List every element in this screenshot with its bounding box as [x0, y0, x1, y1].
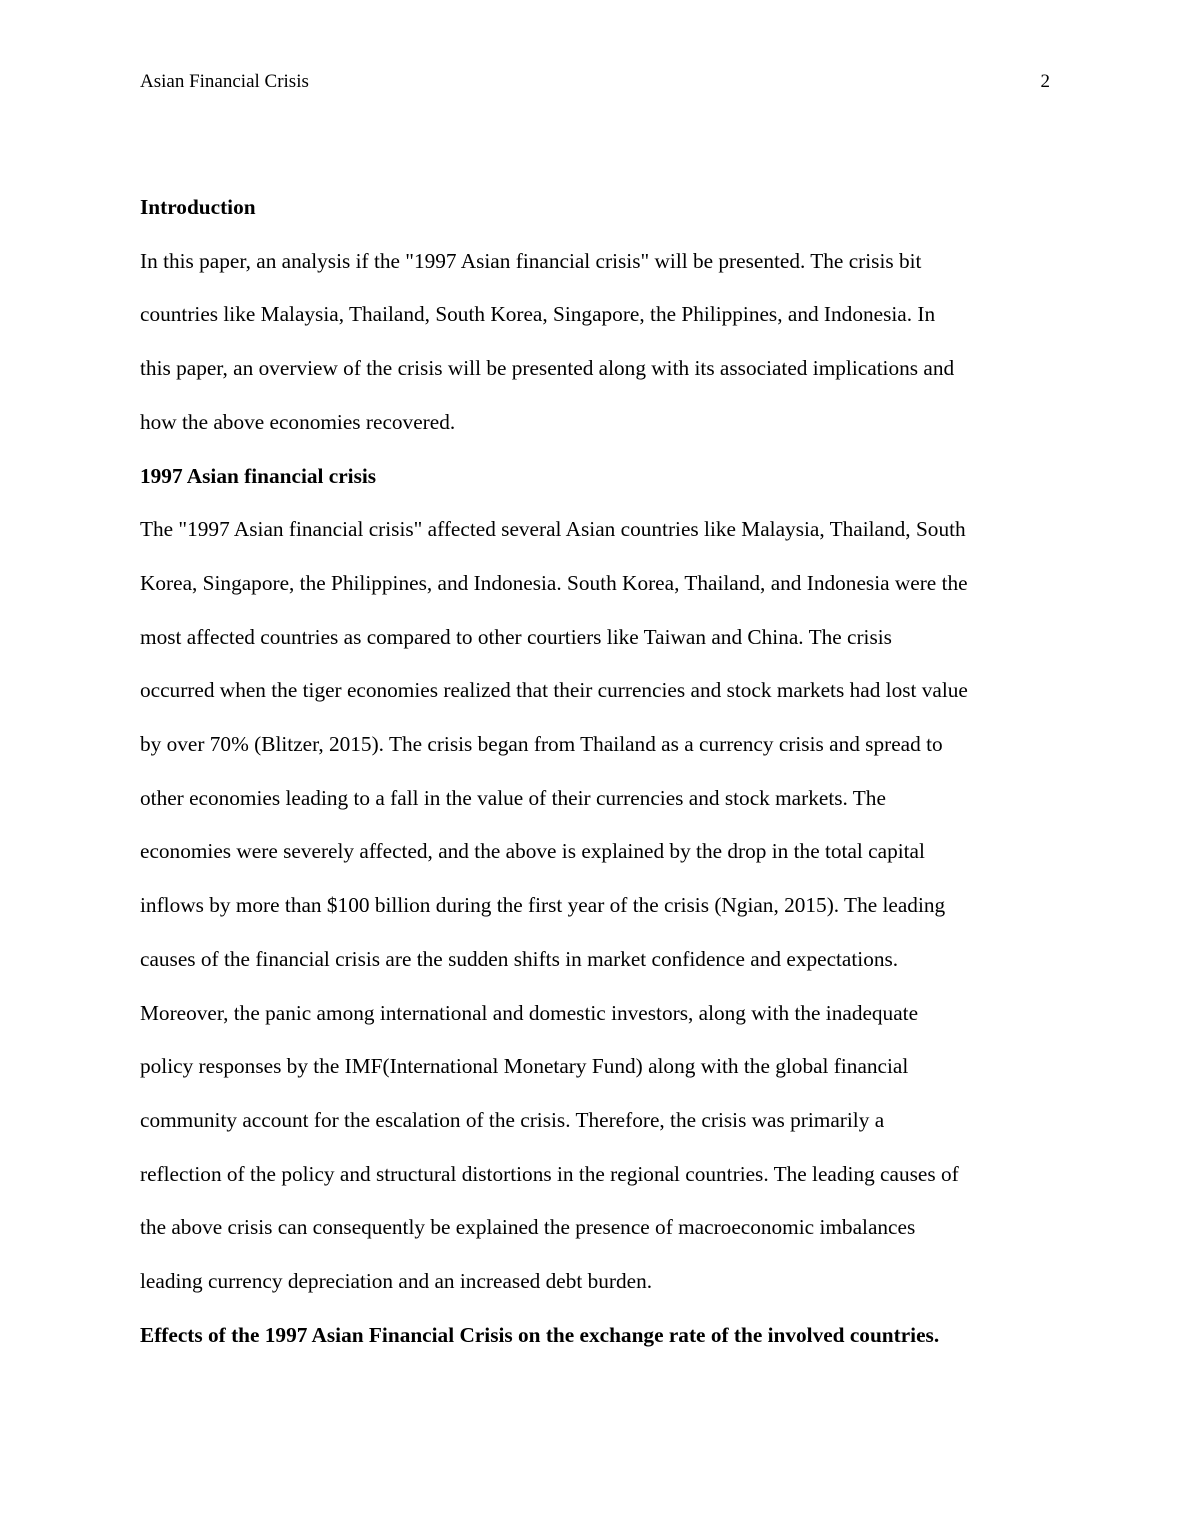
paragraph-line: In this paper, an analysis if the "1997 Asian financial crisis" will be presented. The crisis bit	[140, 248, 922, 273]
page-number: 2	[1040, 71, 1050, 92]
crisis-paragraph	[140, 503, 1052, 1309]
paragraph-line: causes of the financial crisis are the sudden shifts in market confidence and expectations.	[140, 946, 899, 971]
paragraph-line: The "1997 Asian financial crisis" affected several Asian countries like Malaysia, Thailand, South	[140, 517, 966, 542]
paragraph-line: community account for the escalation of the crisis. Therefore, the crisis was primarily a	[140, 1107, 885, 1132]
document-body	[140, 181, 1052, 1362]
running-head: Asian Financial Crisis	[140, 71, 309, 92]
introduction-heading: Introduction	[140, 195, 256, 219]
effects-heading: Effects of the 1997 Asian Financial Crisis on the exchange rate of the involved countries.	[140, 1322, 940, 1347]
paragraph-line: Moreover, the panic among international and domestic investors, along with the inadequate	[140, 1000, 919, 1025]
paragraph-line: other economies leading to a fall in the value of their currencies and stock markets. The	[140, 785, 886, 810]
paragraph-line: the above crisis can consequently be explained the presence of macroeconomic imbalances	[140, 1215, 916, 1240]
paragraph-line: inflows by more than $100 billion during the first year of the crisis (Ngian, 2015). The leading	[140, 893, 946, 918]
paragraph-line: how the above economies recovered.	[140, 409, 456, 434]
paragraph-line: by over 70% (Blitzer, 2015). The crisis began from Thailand as a currency crisis and spread to	[140, 732, 943, 757]
paragraph-line: reflection of the policy and structural distortions in the regional countries. The leading causes of	[140, 1161, 959, 1186]
paragraph-line: economies were severely affected, and the above is explained by the drop in the total capital	[140, 839, 925, 864]
paragraph-line: most affected countries as compared to other courtiers like Taiwan and China. The crisis	[140, 624, 892, 649]
introduction-paragraph	[140, 235, 1052, 450]
paragraph-line: countries like Malaysia, Thailand, South Korea, Singapore, the Philippines, and Indonesia. In	[140, 302, 936, 327]
paragraph-line: Korea, Singapore, the Philippines, and Indonesia. South Korea, Thailand, and Indonesia were the	[140, 570, 968, 595]
paragraph-line: this paper, an overview of the crisis will be presented along with its associated implications and	[140, 356, 955, 381]
paragraph-line: leading currency depreciation and an increased debt burden.	[140, 1269, 653, 1294]
paragraph-line: policy responses by the IMF(International Monetary Fund) along with the global financial	[140, 1054, 909, 1079]
crisis-heading: 1997 Asian financial crisis	[140, 463, 377, 488]
paragraph-line: occurred when the tiger economies realized that their currencies and stock markets had lost value	[140, 678, 968, 703]
